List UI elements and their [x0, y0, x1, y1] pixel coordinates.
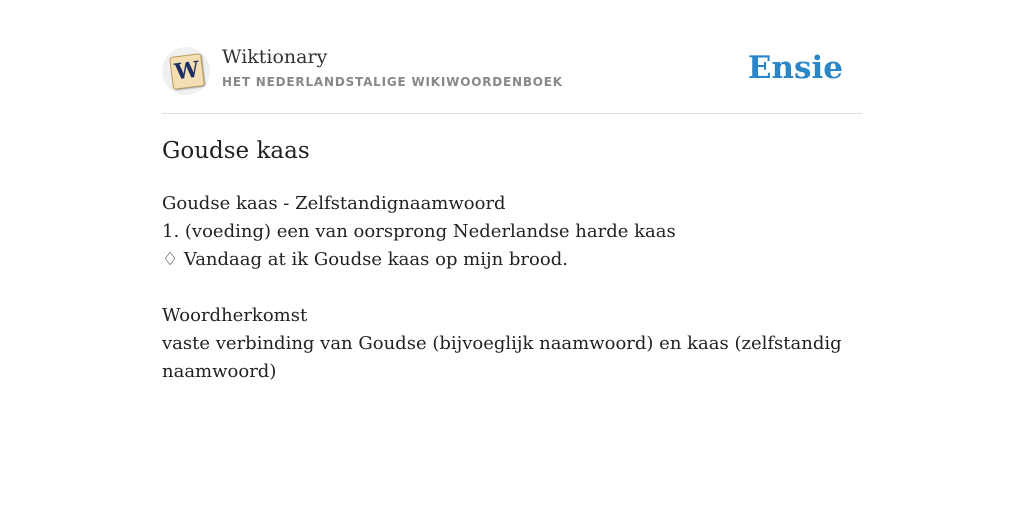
ensie-brand-link[interactable]: Ensie	[747, 50, 843, 86]
w-tile-icon: W	[169, 53, 205, 90]
header	[162, 0, 862, 114]
wiktionary-logo[interactable]	[162, 47, 210, 95]
etymology-text: vaste verbinding van Goudse (bijvoeglijk naamwoord) en kaas (zelfstandig naamwoord)	[162, 333, 842, 382]
site-name[interactable]: Wiktionary	[222, 46, 328, 68]
site-tagline: HET NEDERLANDSTALIGE WIKIWOORDENBOEK	[222, 75, 563, 89]
etymology-heading: Woordherkomst	[162, 305, 308, 326]
definition-line: 1. (voeding) een van oorsprong Nederlandse harde kaas	[162, 221, 676, 242]
section-spacer	[162, 274, 862, 302]
word-type-line: Goudse kaas - Zelfstandignaamwoord	[162, 193, 506, 214]
entry-content	[162, 190, 862, 386]
page-title: Goudse kaas	[162, 138, 310, 164]
example-line: ♢ Vandaag at ik Goudse kaas op mijn brood.	[162, 249, 568, 270]
page-container	[162, 0, 862, 382]
